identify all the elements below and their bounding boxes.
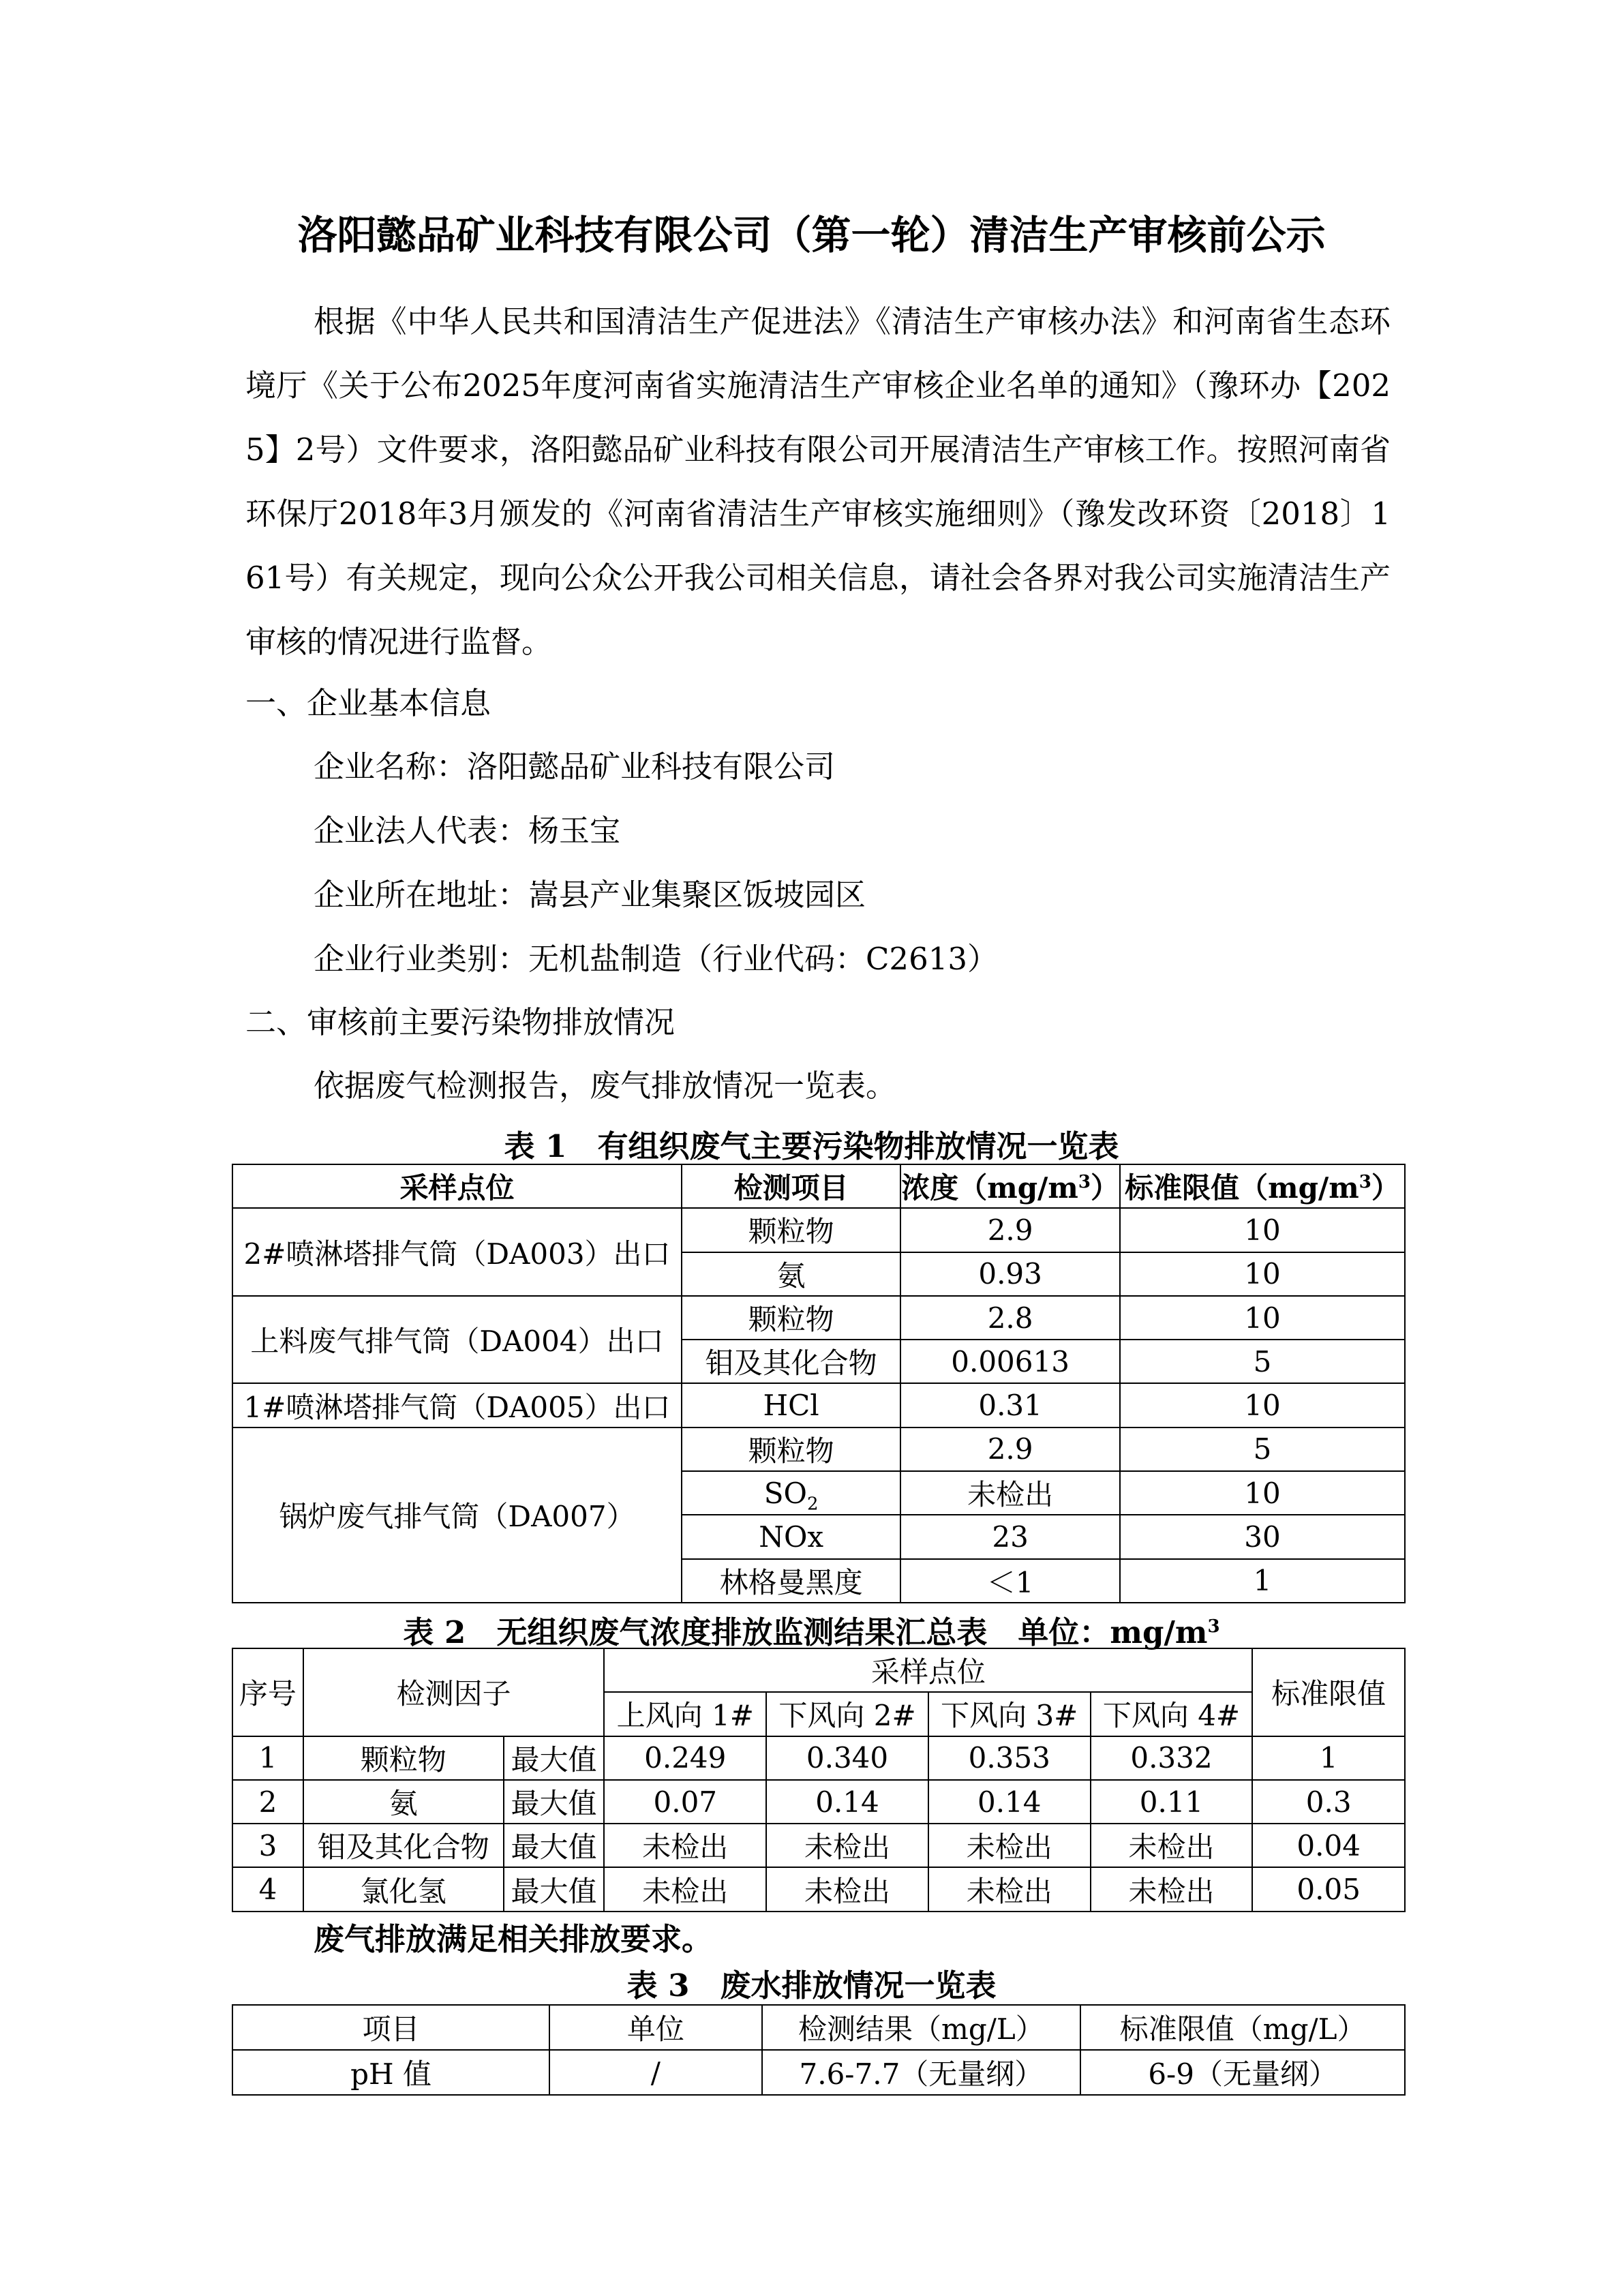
table1-item: 颗粒物 bbox=[682, 1208, 900, 1252]
table2-v1: 0.249 bbox=[604, 1736, 766, 1780]
table2-no: 3 bbox=[232, 1824, 303, 1867]
table2-header-no: 序号 bbox=[232, 1648, 303, 1736]
table2-v2: 0.340 bbox=[766, 1736, 928, 1780]
table1-limit: 10 bbox=[1120, 1296, 1405, 1340]
table1-item: 林格曼黑度 bbox=[682, 1559, 900, 1603]
table1-caption: 表 1 有组织废气主要污染物排放情况一览表 bbox=[504, 1128, 1119, 1164]
table1-limit: 10 bbox=[1120, 1208, 1405, 1252]
table2-v1: 0.07 bbox=[604, 1780, 766, 1824]
table-row bbox=[232, 1824, 1405, 1867]
table-row bbox=[232, 1736, 1405, 1780]
table1-item: 颗粒物 bbox=[682, 1296, 900, 1340]
table3-wastewater bbox=[232, 2004, 1406, 2096]
intro-paragraph: 根据《中华人民共和国清洁生产促进法》《清洁生产审核办法》和河南省生态环境厅《关于公布2025年度河南省实施清洁生产审核企业名单的通知》（豫环办【2025】2号）文件要求，洛阳懿品矿业科技有限公司开展清洁生产审核工作。按照河南省环保厅2018年3月颁发的《河南省清洁生产审核实施细则》（豫发改环资〔2018〕161号）有关规定，现向公众公开我公司相关信息，请社会各界对我公司实施清洁生产审核的情况进行监督。 bbox=[245, 303, 1391, 660]
table-row bbox=[232, 1383, 1405, 1427]
table2-v1: 未检出 bbox=[604, 1824, 766, 1867]
table1-limit: 10 bbox=[1120, 1252, 1405, 1296]
table2-v3: 0.353 bbox=[928, 1736, 1091, 1780]
table2-no: 4 bbox=[232, 1867, 303, 1911]
table2-limit: 1 bbox=[1252, 1736, 1405, 1780]
table-row bbox=[232, 1428, 1405, 1471]
table3-header-row bbox=[232, 2005, 1405, 2050]
table2-header-points: 采样点位 bbox=[604, 1648, 1252, 1692]
table2-v4: 0.11 bbox=[1091, 1780, 1253, 1824]
table2-factor: 颗粒物 bbox=[303, 1736, 504, 1780]
table1-limit: 5 bbox=[1120, 1340, 1405, 1383]
table2-header-p4: 下风向 4# bbox=[1091, 1692, 1253, 1736]
table1-point: 锅炉废气排气筒（DA007） bbox=[232, 1428, 682, 1603]
industry-category: 企业行业类别：无机盐制造（行业代码：C2613） bbox=[314, 941, 998, 977]
table1-header-point: 采样点位 bbox=[232, 1164, 682, 1208]
table2-v4: 未检出 bbox=[1091, 1824, 1253, 1867]
legal-representative: 企业法人代表：杨玉宝 bbox=[314, 813, 621, 849]
table2-header-p3: 下风向 3# bbox=[928, 1692, 1091, 1736]
table1-item: NOx bbox=[682, 1515, 900, 1558]
table2-header-p2: 下风向 2# bbox=[766, 1692, 928, 1736]
table-row bbox=[232, 2050, 1405, 2095]
table2-limit: 0.05 bbox=[1252, 1867, 1405, 1911]
table2-fugitive-emissions bbox=[232, 1648, 1406, 1912]
table1-organized-emissions bbox=[232, 1164, 1406, 1603]
table3-header-limit: 标准限值（mg/L） bbox=[1080, 2005, 1405, 2050]
table2-factor: 氨 bbox=[303, 1780, 504, 1824]
table1-conc: 0.31 bbox=[900, 1383, 1120, 1427]
table2-no: 2 bbox=[232, 1780, 303, 1824]
table1-header-conc: 浓度$(mg/m^3)$ bbox=[900, 1164, 1120, 1208]
table2-stat: 最大值 bbox=[504, 1780, 605, 1824]
table2-v2: 未检出 bbox=[766, 1867, 928, 1911]
table1-item: 氨 bbox=[682, 1252, 900, 1296]
table2-stat: 最大值 bbox=[504, 1824, 605, 1867]
table1-conc: 0.93 bbox=[900, 1252, 1120, 1296]
table1-item: 颗粒物 bbox=[682, 1428, 900, 1471]
table2-limit: 0.04 bbox=[1252, 1824, 1405, 1867]
table3-result: 7.6-7.7（无量纲） bbox=[762, 2050, 1081, 2095]
table1-conc: 0.00613 bbox=[900, 1340, 1120, 1383]
table1-conc: 2.9 bbox=[900, 1208, 1120, 1252]
table3-caption: 表 3 废水排放情况一览表 bbox=[626, 1967, 997, 2004]
gas-conclusion: 废气排放满足相关排放要求。 bbox=[314, 1921, 713, 1957]
table2-v4: 0.332 bbox=[1091, 1736, 1253, 1780]
table2-no: 1 bbox=[232, 1736, 303, 1780]
table1-limit: 1 bbox=[1120, 1559, 1405, 1603]
table2-stat: 最大值 bbox=[504, 1867, 605, 1911]
table2-header-row bbox=[232, 1648, 1405, 1692]
table1-header-item: 检测项目 bbox=[682, 1164, 900, 1208]
table1-item: $SO_2$ bbox=[682, 1471, 900, 1515]
table1-limit: 5 bbox=[1120, 1428, 1405, 1471]
table3-header-result: 检测结果（mg/L） bbox=[762, 2005, 1081, 2050]
table1-conc: 23 bbox=[900, 1515, 1120, 1558]
table1-limit: 10 bbox=[1120, 1383, 1405, 1427]
table2-header-factor: 检测因子 bbox=[303, 1648, 605, 1736]
table2-caption: 表 2 无组织废气浓度排放监测结果汇总表 单位：$mg/m^3$ bbox=[403, 1614, 1220, 1650]
table3-limit: 6-9（无量纲） bbox=[1080, 2050, 1405, 2095]
section1-heading: 一、企业基本信息 bbox=[245, 685, 491, 721]
table1-point: 2#喷淋塔排气筒（DA003）出口 bbox=[232, 1208, 682, 1296]
table1-header-row bbox=[232, 1164, 1405, 1208]
document-title: 洛阳懿品矿业科技有限公司（第一轮）清洁生产审核前公示 bbox=[297, 212, 1326, 258]
table3-item: pH 值 bbox=[232, 2050, 549, 2095]
table2-v3: 未检出 bbox=[928, 1867, 1091, 1911]
table2-limit: 0.3 bbox=[1252, 1780, 1405, 1824]
table1-point: 上料废气排气筒（DA004）出口 bbox=[232, 1296, 682, 1384]
table2-v2: 未检出 bbox=[766, 1824, 928, 1867]
table2-factor: 钼及其化合物 bbox=[303, 1824, 504, 1867]
table2-stat: 最大值 bbox=[504, 1736, 605, 1780]
table1-header-limit: 标准限值$(mg/m^3)$ bbox=[1120, 1164, 1405, 1208]
table-row bbox=[232, 1780, 1405, 1824]
section2-heading: 二、审核前主要污染物排放情况 bbox=[245, 1004, 676, 1040]
table2-header-limit: 标准限值 bbox=[1252, 1648, 1405, 1736]
table-row bbox=[232, 1867, 1405, 1911]
table1-item: 钼及其化合物 bbox=[682, 1340, 900, 1383]
table3-header-unit: 单位 bbox=[549, 2005, 761, 2050]
table3-header-item: 项目 bbox=[232, 2005, 549, 2050]
table2-v4: 未检出 bbox=[1091, 1867, 1253, 1911]
table-row bbox=[232, 1208, 1405, 1252]
table2-v1: 未检出 bbox=[604, 1867, 766, 1911]
company-name: 企业名称：洛阳懿品矿业科技有限公司 bbox=[314, 749, 836, 785]
table1-item: HCl bbox=[682, 1383, 900, 1427]
section2-basis: 依据废气检测报告，废气排放情况一览表。 bbox=[314, 1068, 897, 1104]
table1-conc: ＜1 bbox=[900, 1559, 1120, 1603]
table1-conc: 未检出 bbox=[900, 1471, 1120, 1515]
table2-v3: 0.14 bbox=[928, 1780, 1091, 1824]
table2-header-p1: 上风向 1# bbox=[604, 1692, 766, 1736]
table1-limit: 30 bbox=[1120, 1515, 1405, 1558]
company-address: 企业所在地址：嵩县产业集聚区饭坡园区 bbox=[314, 877, 866, 913]
table3-unit: / bbox=[549, 2050, 761, 2095]
table1-conc: 2.9 bbox=[900, 1428, 1120, 1471]
table-row bbox=[232, 1296, 1405, 1340]
table1-limit: 10 bbox=[1120, 1471, 1405, 1515]
table2-v2: 0.14 bbox=[766, 1780, 928, 1824]
table2-v3: 未检出 bbox=[928, 1824, 1091, 1867]
table2-factor: 氯化氢 bbox=[303, 1867, 504, 1911]
table1-conc: 2.8 bbox=[900, 1296, 1120, 1340]
table1-point: 1#喷淋塔排气筒（DA005）出口 bbox=[232, 1383, 682, 1427]
